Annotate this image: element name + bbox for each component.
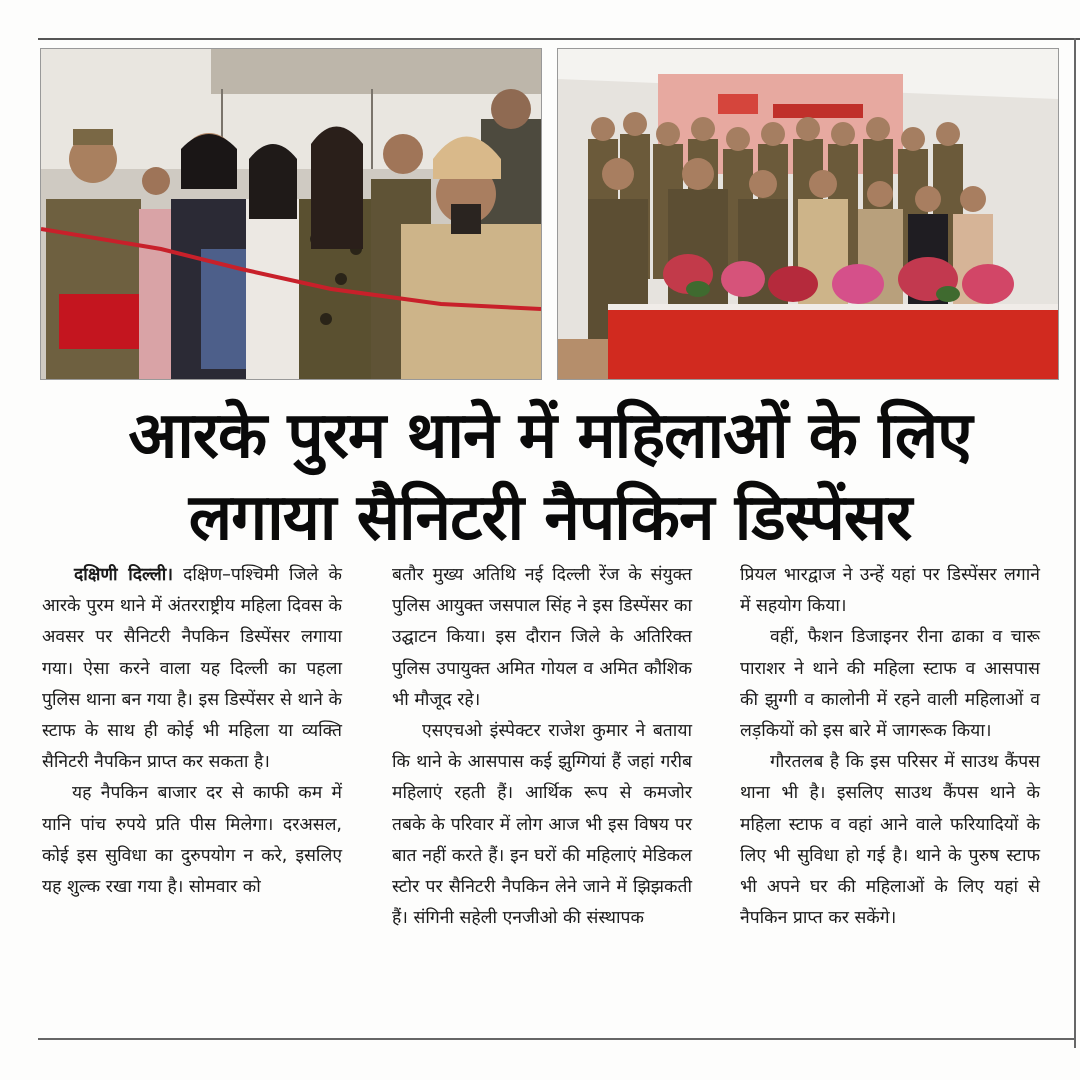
dateline: दक्षिणी दिल्ली। (74, 565, 173, 585)
paragraph: बतौर मुख्य अतिथि नई दिल्ली रेंज के संयुक्त पुलिस आयुक्त जसपाल सिंह ने इस डिस्पेंसर का उद्घाटन किया। इस दौरान जिले के अतिरिक्त पुलिस उपायुक्त अमित गोयल व अमित कौशिक भी मौजूद रहे। (392, 565, 692, 710)
top-rule (38, 38, 1080, 40)
article-column-2 (392, 560, 692, 934)
article-column-3 (740, 560, 1040, 934)
ribbon-cutting-photo (40, 48, 542, 380)
group-photo (557, 48, 1059, 380)
bottom-rule (38, 1038, 1074, 1040)
headline-line-2: लगाया सैनिटरी नैपकिन डिस्पेंसर (188, 481, 912, 555)
paragraph: यह नैपकिन बाजार दर से काफी कम में यानि पांच रुपये प्रति पीस मिलेगा। दरअसल, कोई इस सुविधा का दुरुपयोग न करे, इसलिए यह शुल्क रखा गया है। सोमवार को (42, 783, 342, 898)
paragraph: वहीं, फैशन डिजाइनर रीना ढाका व चारू पाराशर ने थाने की महिला स्टाफ व आसपास की झुग्गी व कालोनी में रहने वाली महिलाओं व लड़कियों को इस बारे में जागरूक किया। (740, 627, 1040, 742)
headline-line-1: आरके पुरम थाने में महिलाओं के लिए (128, 399, 972, 473)
paragraph: प्रियल भारद्वाज ने उन्हें यहां पर डिस्पेंसर लगाने में सहयोग किया। (740, 565, 1040, 617)
right-rule (1074, 38, 1076, 1048)
paragraph: गौरतलब है कि इस परिसर में साउथ कैंपस थाना भी है। इसलिए साउथ कैंपस थाने के महिला स्टाफ व वहां आने वाले फरियादियों के लिए भी सुविधा हो गई है। थाने के पुरुष स्टाफ भी अपने घर की महिलाओं के लिए यहां से नैपकिन प्राप्त कर सकेंगे। (740, 752, 1040, 929)
article-column-1 (42, 560, 342, 903)
paragraph (42, 560, 342, 778)
paragraph: एसएचओ इंस्पेक्टर राजेश कुमार ने बताया कि थाने के आसपास कई झुग्गियां हैं जहां गरीब महिलाएं रहती हैं। आर्थिक रूप से कमजोर तबके के परिवार में लोग आज भी इस विषय पर बात नहीं करते हैं। इन घरों की महिलाएं मेडिकल स्टोर पर सैनिटरी नैपकिन लेने जाने में झिझकती हैं। संगिनी सहेली एनजीओ की संस्थापक (392, 721, 692, 929)
paragraph-text: दक्षिण–पश्चिमी जिले के आरके पुरम थाने में अंतरराष्ट्रीय महिला दिवस के अवसर पर सैनिटरी नैपकिन डिस्पेंसर लगाया गया। ऐसा करने वाला यह दिल्ली का पहला पुलिस थाना बन गया है। इस डिस्पेंसर से थाने के स्टाफ के साथ ही कोई भी महिला या व्यक्ति सैनिटरी नैपकिन प्राप्त कर सकता है। (42, 565, 342, 773)
